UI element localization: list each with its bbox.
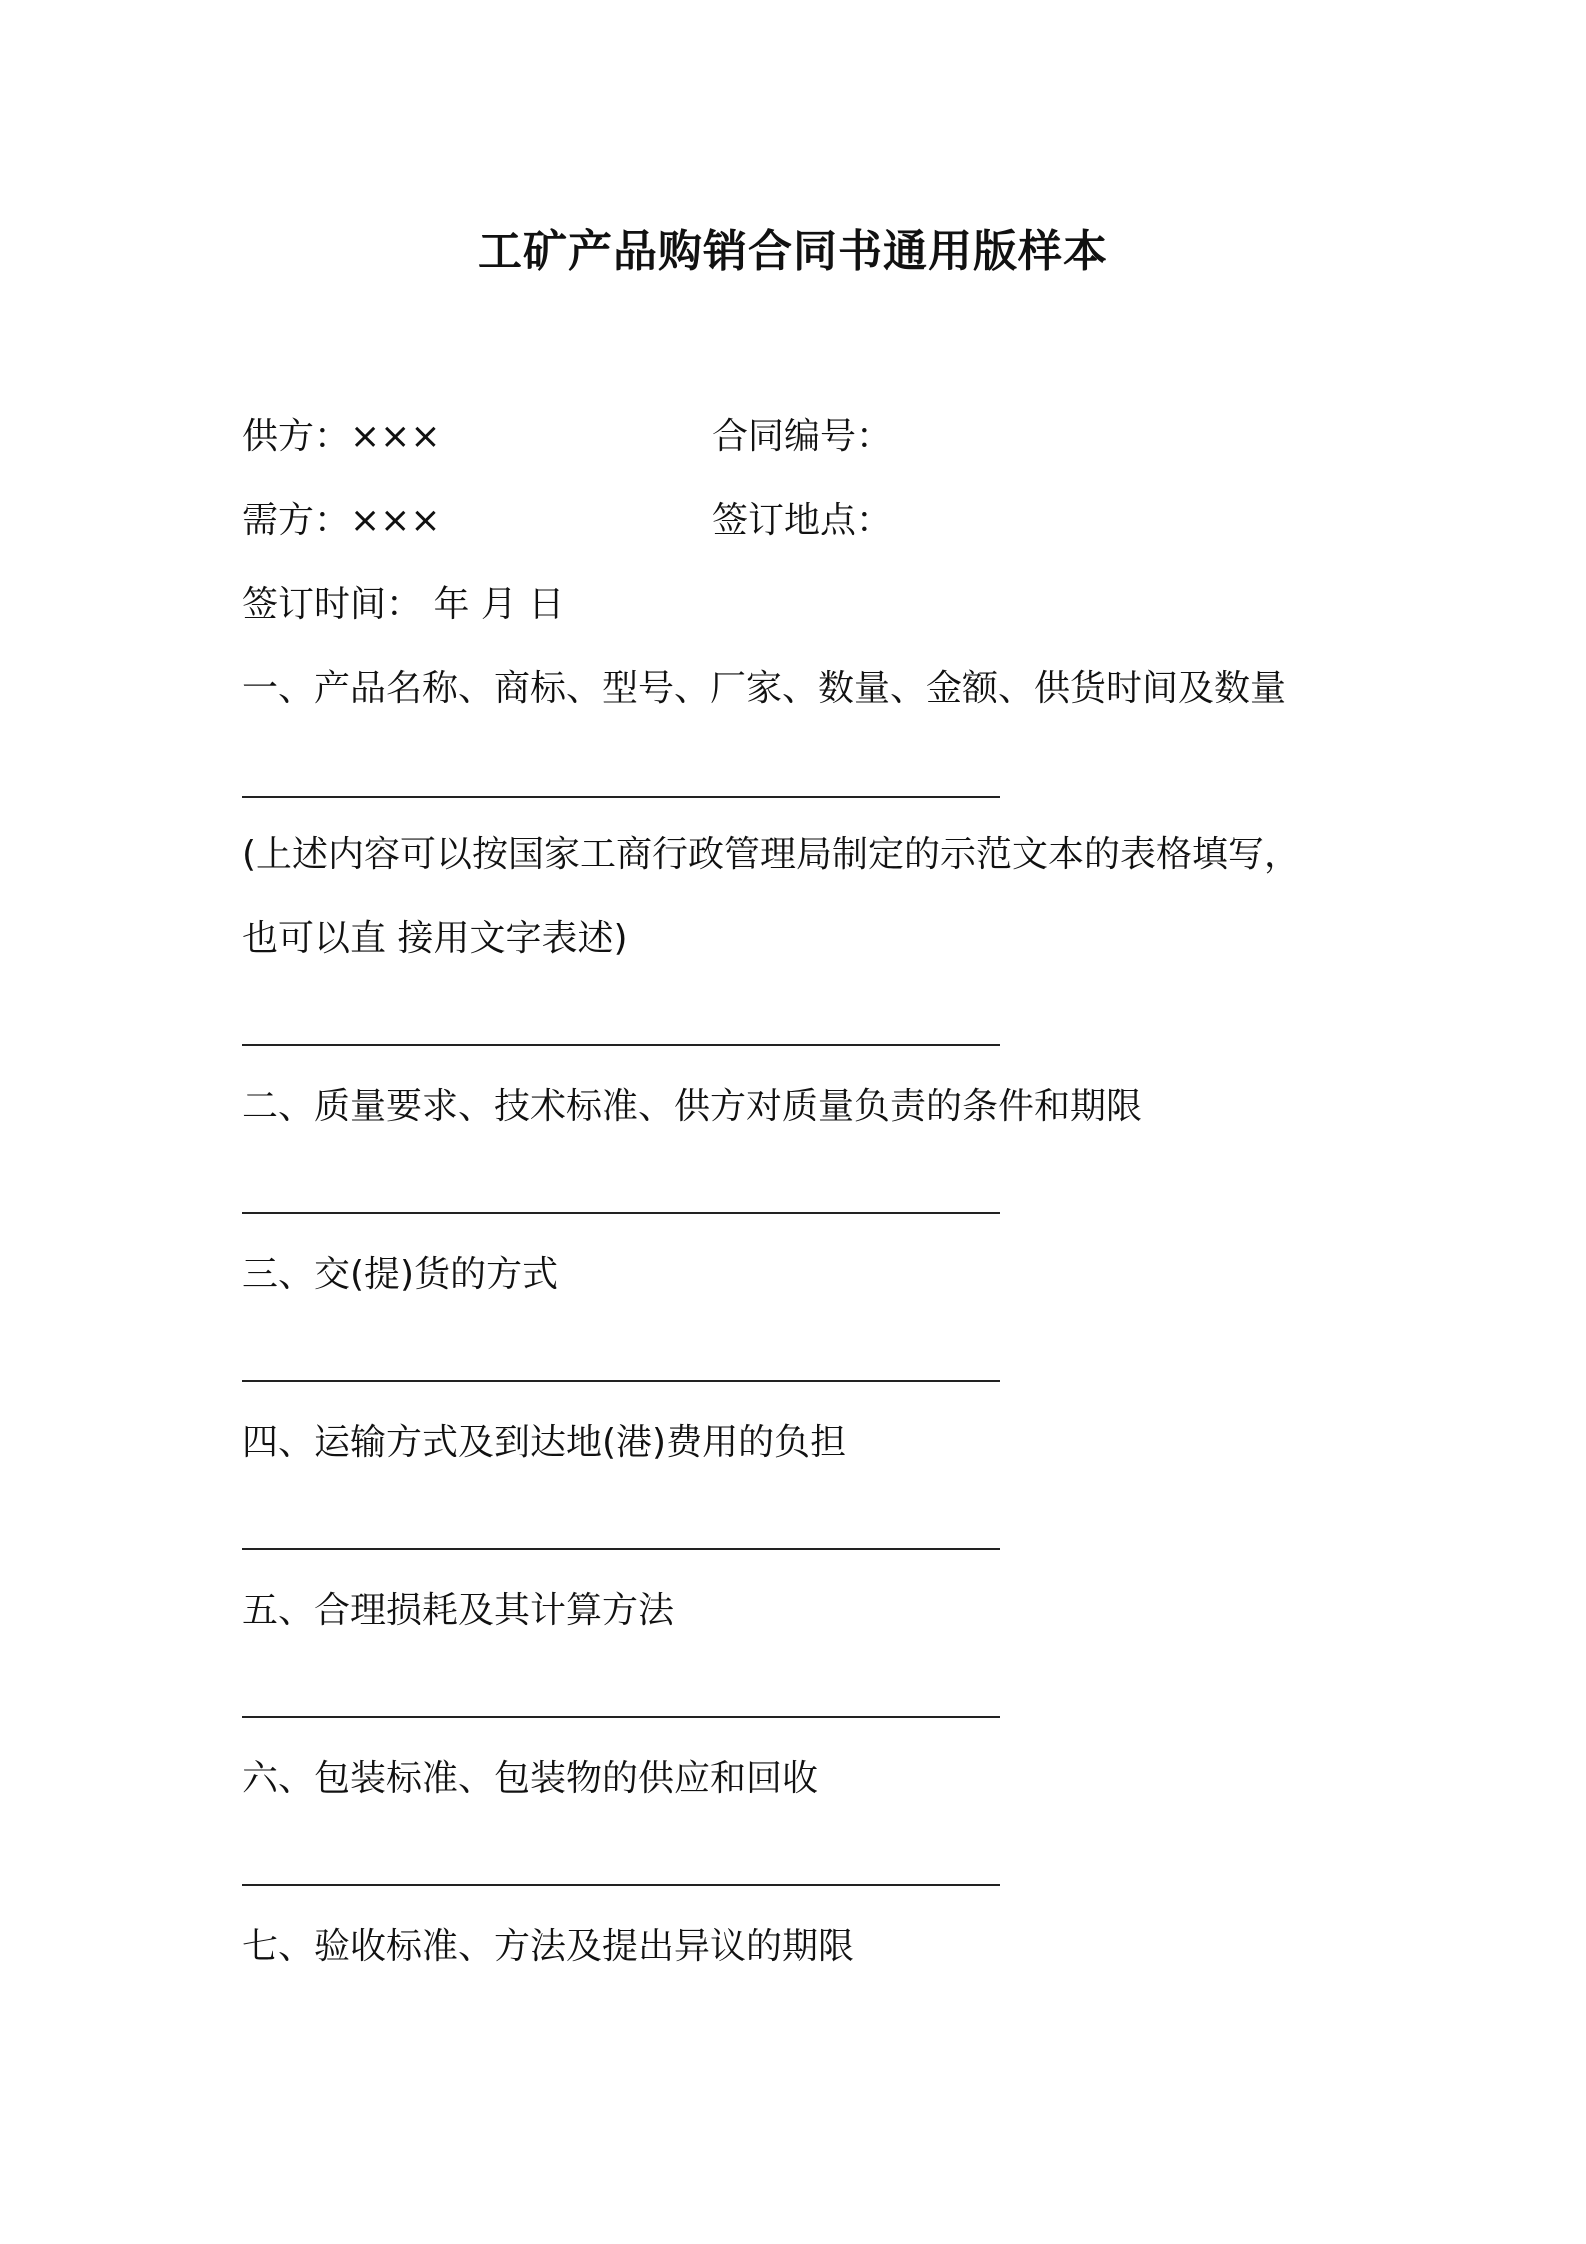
section-5-heading: 五、合理损耗及其计算方法 xyxy=(242,1590,675,1631)
section-5-blank-line xyxy=(242,1716,1000,1718)
section-4-heading: 四、运输方式及到达地(港)费用的负担 xyxy=(242,1422,847,1463)
section-1-note-blank-line xyxy=(242,1044,1000,1046)
section-4-blank-line xyxy=(242,1548,1000,1550)
section-1-note-line-1: (上述内容可以按国家工商行政管理局制定的示范文本的表格填写， xyxy=(242,834,1301,875)
contract-number-field: 合同编号： xyxy=(712,416,893,457)
document-title: 工矿产品购销合同书通用版样本 xyxy=(478,226,1108,277)
supplier-field: 供方：××× xyxy=(242,416,441,457)
buyer-field: 需方：××× xyxy=(242,500,441,541)
section-1-note-line-2: 也可以直 接用文字表述) xyxy=(242,918,628,959)
section-1-blank-line xyxy=(242,796,1000,798)
section-2-heading: 二、质量要求、技术标准、供方对质量负责的条件和期限 xyxy=(242,1086,1143,1127)
section-2-blank-line xyxy=(242,1212,1000,1214)
section-6-heading: 六、包装标准、包装物的供应和回收 xyxy=(242,1758,819,1799)
section-1-heading: 一、产品名称、商标、型号、厂家、数量、金额、供货时间及数量 xyxy=(242,668,1287,709)
section-3-heading: 三、交(提)货的方式 xyxy=(242,1254,559,1295)
section-6-blank-line xyxy=(242,1884,1000,1886)
section-3-blank-line xyxy=(242,1380,1000,1382)
signing-place-field: 签订地点： xyxy=(712,500,893,541)
signing-time-field: 签订时间： 年 月 日 xyxy=(242,584,565,625)
section-7-heading: 七、验收标准、方法及提出异议的期限 xyxy=(242,1926,855,1967)
